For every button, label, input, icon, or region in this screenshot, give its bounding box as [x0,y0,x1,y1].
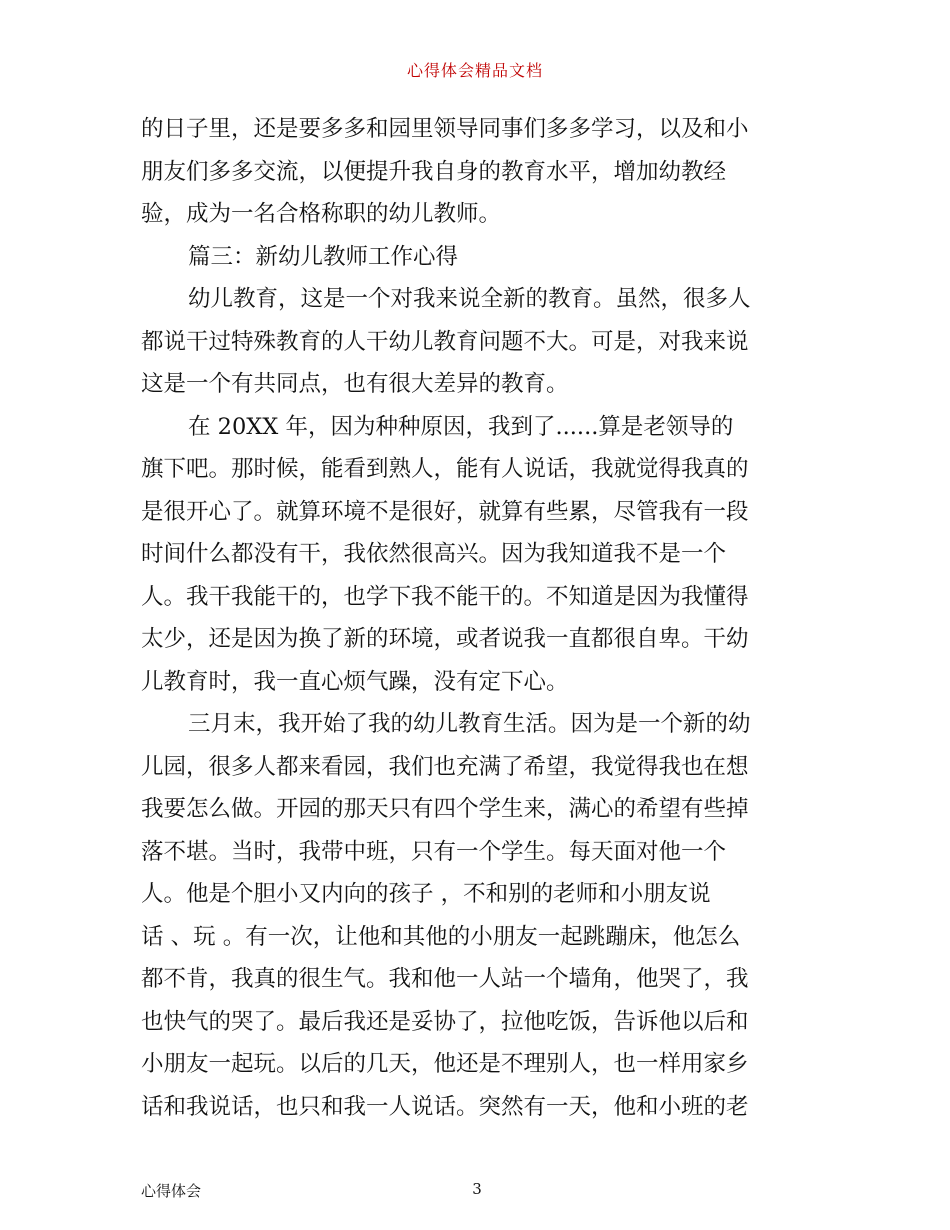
body-text-line: 太少，还是因为换了新的环境，或者说我一直都很自卑。干幼 [141,626,749,652]
body-text-line: 也快气的哭了。最后我还是妥协了，拉他吃饭，告诉他以后和 [141,1008,749,1035]
body-text-line: 验，成为一名合格称职的幼儿教师。 [141,201,502,227]
body-text-line: 三月末，我开始了我的幼儿教育生活。因为是一个新的幼 [188,711,751,737]
body-text-line: 儿园，很多人都来看园，我们也充满了希望，我觉得我也在想 [141,753,749,780]
page-number: 3 [472,1180,482,1198]
body-text-line: 时间什么都没有干，我依然很高兴。因为我知道我不是一个 [141,541,727,567]
body-text-line: 旗下吧。那时候，能看到熟人，能有人说话，我就觉得我真的 [141,456,749,482]
body-text-line: 这是一个有共同点，也有很大差异的教育。 [141,371,569,397]
body-text-line: 朋友们多多交流，以便提升我自身的教育水平，增加幼教经 [141,158,727,185]
body-text-line: 儿教育时，我一直心烦气躁，没有定下心。 [141,668,569,695]
body-text-line: 话 、玩 。有一次，让他和其他的小朋友一起跳蹦床，他怎么 [141,923,741,950]
body-text-line: 是很开心了。就算环境不是很好，就算有些累，尽管我有一段 [141,498,749,525]
page-header-title: 心得体会精品文档 [406,61,543,80]
body-text-line: 幼儿教育，这是一个对我来说全新的教育。虽然，很多人 [188,286,751,312]
body-text-line: 落不堪。当时，我带中班，只有一个学生。每天面对他一个 [141,838,727,865]
document-body [141,108,813,1128]
body-text-line: 在 20XX 年，因为种种原因，我到了......算是老领导的 [188,413,734,440]
body-text-line: 话和我说话，也只和我一人说话。突然有一天，他和小班的老 [141,1093,749,1120]
body-text-line: 小朋友一起玩。以后的几天，他还是不理别人，也一样用家乡 [141,1051,749,1077]
body-text-line: 都不肯，我真的很生气。我和他一人站一个墙角，他哭了，我 [141,966,749,992]
body-text-line: 人。我干我能干的，也学下我不能干的。不知道是因为我懂得 [141,583,749,610]
footer-label: 心得体会 [141,1182,202,1200]
body-text-line: 篇三：新幼儿教师工作心得 [188,243,459,270]
body-text-line: 我要怎么做。开园的那天只有四个学生来，满心的希望有些掉 [141,796,749,822]
body-text-line: 的日子里，还是要多多和园里领导同事们多多学习，以及和小 [141,116,749,142]
body-text-line: 人。他是个胆小又内向的孩子 ，不和别的老师和小朋友说 [141,881,711,907]
body-text-line: 都说干过特殊教育的人干幼儿教育问题不大。可是，对我来说 [141,328,749,355]
